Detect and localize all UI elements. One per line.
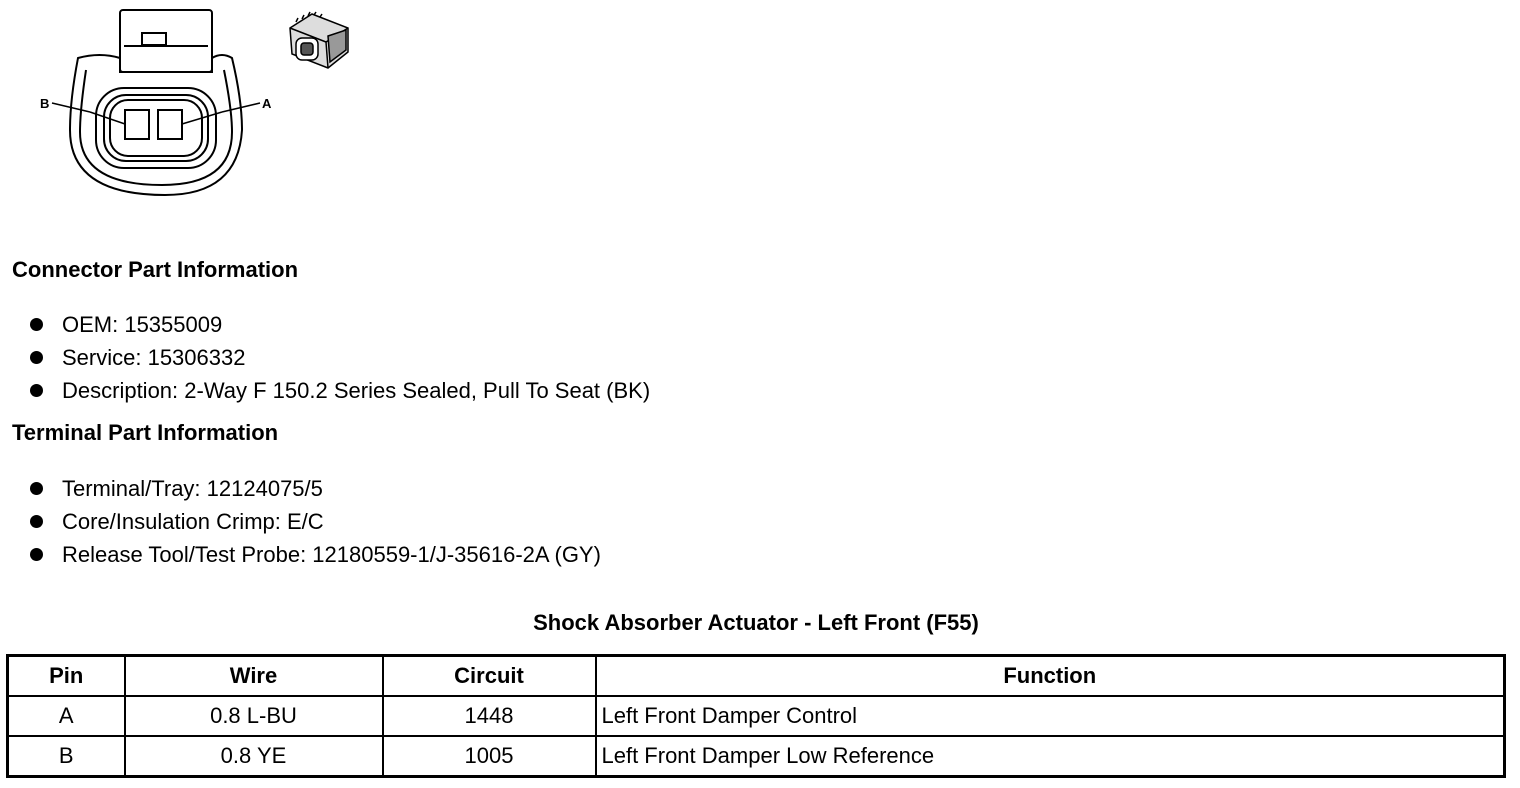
- column-header-function: Function: [596, 656, 1505, 697]
- wire-cell: 0.8 YE: [125, 736, 383, 777]
- column-header-pin: Pin: [8, 656, 125, 697]
- table-header-row: [8, 656, 1505, 697]
- column-header-circuit: Circuit: [383, 656, 596, 697]
- function-cell: Left Front Damper Low Reference: [596, 736, 1505, 777]
- table-row: [8, 696, 1505, 736]
- pin-label-a: A: [262, 96, 272, 111]
- terminal-part-heading: Terminal Part Information: [12, 420, 279, 445]
- circuit-cell: 1005: [383, 736, 596, 777]
- pin-table: [6, 654, 1506, 778]
- table-row: [8, 736, 1505, 777]
- list-item: Terminal/Tray: 12124075/5: [26, 472, 601, 505]
- pin-table-title: Shock Absorber Actuator - Left Front (F55): [533, 610, 979, 635]
- circuit-cell: 1448: [383, 696, 596, 736]
- pin-a-terminal: [158, 110, 182, 139]
- connector-part-heading: Connector Part Information: [12, 257, 299, 282]
- column-header-wire: Wire: [125, 656, 383, 697]
- list-item: OEM: 15355009: [26, 308, 650, 341]
- connector-face-diagram: [30, 4, 370, 204]
- list-item: Service: 15306332: [26, 341, 650, 374]
- pin-cell: A: [8, 696, 125, 736]
- wire-cell: 0.8 L-BU: [125, 696, 383, 736]
- function-cell: Left Front Damper Control: [596, 696, 1505, 736]
- list-item: Release Tool/Test Probe: 12180559-1/J-35616-2A (GY): [26, 538, 601, 571]
- pin-cell: B: [8, 736, 125, 777]
- list-item: Description: 2-Way F 150.2 Series Sealed, Pull To Seat (BK): [26, 374, 650, 407]
- pin-b-terminal: [125, 110, 149, 139]
- pin-label-b: B: [40, 96, 50, 111]
- connector-3d-icon: [290, 12, 348, 68]
- list-item: Core/Insulation Crimp: E/C: [26, 505, 601, 538]
- terminal-part-list: [26, 472, 601, 571]
- connector-part-list: [26, 308, 650, 407]
